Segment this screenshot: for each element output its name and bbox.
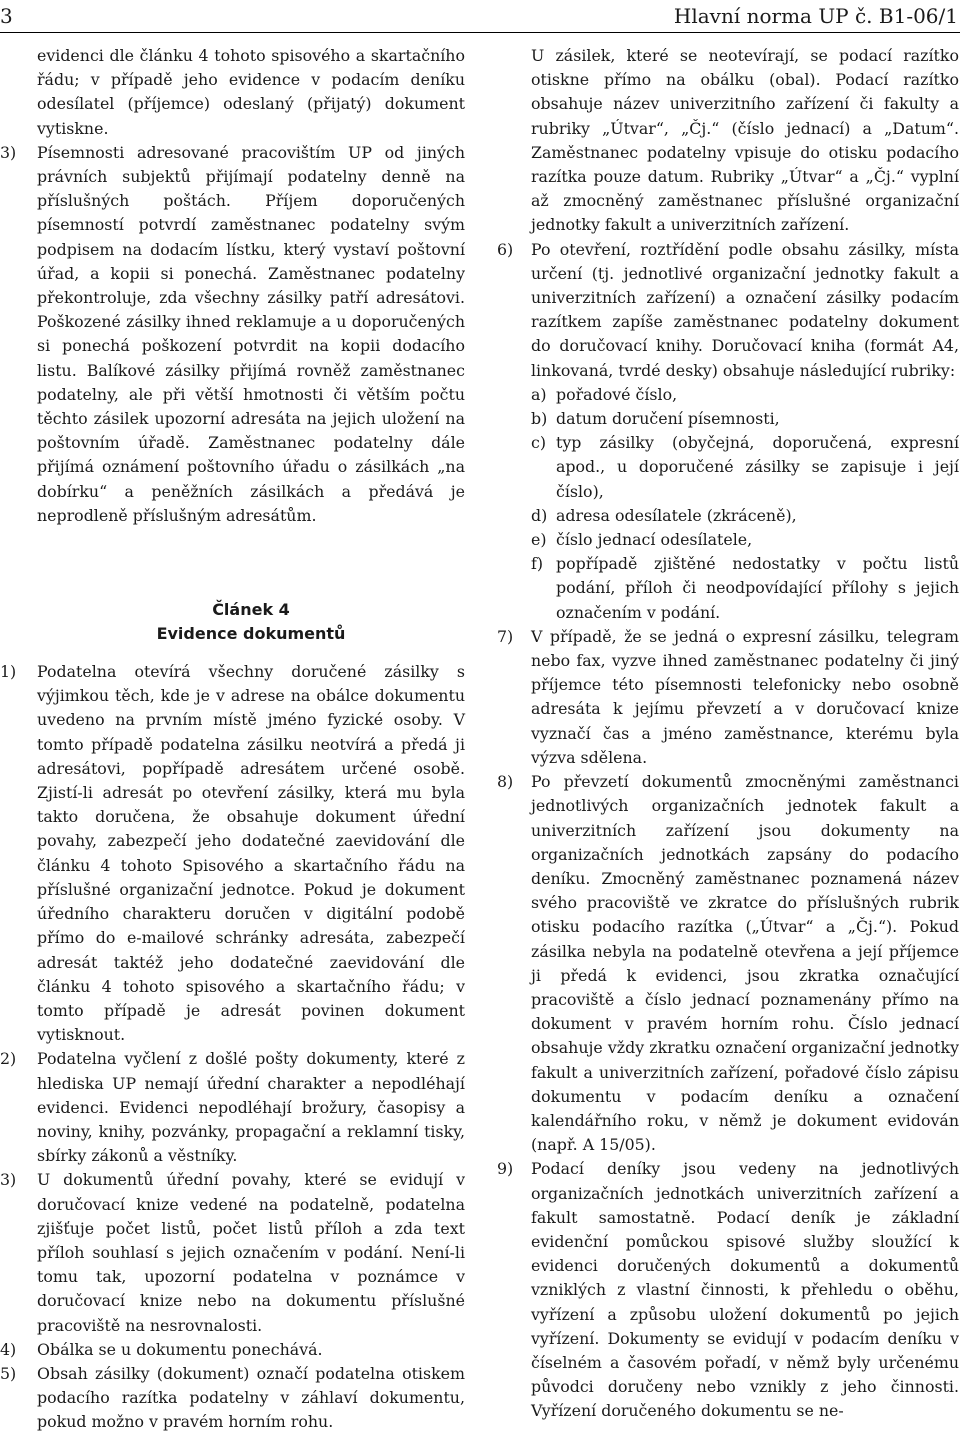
item-number: 6) xyxy=(497,239,514,259)
item-number: 3) xyxy=(0,142,17,162)
right-column xyxy=(497,44,959,1424)
rubric-text: číslo jednací odesílatele, xyxy=(556,530,753,550)
article-item-1 xyxy=(0,660,465,1047)
item-number: 9) xyxy=(497,1159,514,1179)
article-item-9 xyxy=(497,1157,959,1423)
item-text: Obálka se u dokumentu ponechává. xyxy=(37,1339,323,1359)
rubric-text: typ zásilky (obyčejná, doporučená, expresní apod., u doporučené zásilky se zapisuje i její číslo), xyxy=(556,433,959,501)
rubric-letter: e) xyxy=(531,530,547,550)
right-intro-paragraph: U zásilek, které se neotevírají, se podací razítko otiskne přímo na obálku (obal). Podací razítko obsahuje název univerzitního zařízení či fakulty a rubriky „Útvar“, „Čj.“ (číslo jednací) a „Datum“. Zaměstnanec podatelny vpisuje do otisku podacího razítka pouze datum. Rubriky „Útvar“ a „Čj.“ vyplní až zmocněný zaměstnanec příslušné organizační jednotky fakult a univerzitních zařízení. xyxy=(531,46,959,235)
article-subtitle: Evidence dokumentů xyxy=(156,624,346,644)
article-item-5 xyxy=(0,1362,465,1435)
article-item-6 xyxy=(497,238,959,625)
left-column xyxy=(0,44,465,1435)
article-item-3 xyxy=(0,1168,465,1337)
item-number: 7) xyxy=(497,626,514,646)
rubric-item xyxy=(531,431,959,504)
item-text: Podatelna otevírá všechny doručené zásilky s výjimkou těch, kde je v adrese na obálce dokumentu uvedeno na prvním místě jméno fyzické osoby. V tomto případě podatelna zásilku neotvírá a předá ji adresátovi, popřípadě adresátem určené osobě. Zjistí-li adresát po otevření zásilky, která mu byla takto doručena, že obsahuje dokument úřední povahy, zabezpečí jeho dodatečné zaevidování dle článku 4 tohoto Spisového a skartačního řádu na příslušné organizační jednotce. Pokud je dokument úředního charakteru doručen v digitální podobě přímo do e-mailové schránky adresáta, zabezpečí adresát taktéž jeho dodatečné zaevidování dle článku 4 tohoto spisového a skartačního řádu; v tomto případě je adresát povinen dokument vytisknout. xyxy=(37,662,465,1045)
article-item-7 xyxy=(497,625,959,770)
page-header xyxy=(0,4,960,33)
item-number: 1) xyxy=(0,662,17,682)
item-text: Po převzetí dokumentů zmocněnými zaměstnanci jednotlivých organizačních jednotek fakult a univerzitních zařízení jsou dokumenty na organizačních jednotkách zapsány do podacího deníku. Zmocněný zaměstnanec poznamená název svého pracoviště ve zkratce do příslušných rubrik otisku podacího razítka („Útvar“ a „Čj.“). Pokud zásilka nebyla na podatelně otevřena a její příjemce ji předá k evidenci, jsou zkratka označující pracoviště a číslo jednací poznamenány přímo na dokument v pravém horním rohu. Číslo jednací obsahuje vždy zkratku označení organizační jednotky fakult a univerzitních zařízení, pořadové číslo zápisu dokumentu v podacím deníku a označení kalendářního roku, v němž je dokument evidován (např. A 15/05). xyxy=(531,772,959,1155)
rubric-list xyxy=(531,383,959,625)
rubric-item xyxy=(531,552,959,625)
item-text: Podatelna vyčlení z došlé pošty dokumenty, které z hlediska UP nemají úřední charakter a nepodléhají evidenci. Evidenci nepodléhají brožury, časopisy a noviny, knihy, pozvánky, propagační a reklamní tisky, sbírky zákonů a věstníky. xyxy=(37,1049,465,1166)
rubric-letter: d) xyxy=(531,505,548,525)
rubric-letter: c) xyxy=(531,433,547,453)
rubric-text: pořadové číslo, xyxy=(556,384,678,404)
rubric-item xyxy=(531,504,959,528)
rubric-letter: a) xyxy=(531,384,547,404)
norm-title: Hlavní norma UP č. B1-06/1 xyxy=(673,4,958,28)
rubric-text: datum doručení písemnosti, xyxy=(556,409,780,429)
article-item-4 xyxy=(0,1338,465,1362)
rubric-item xyxy=(531,407,959,431)
item-text: Po otevření, roztřídění podle obsahu zásilky, místa určení (tj. jednotlivé organizační jednotky fakult a univerzitních zařízení) a označení zásilky podacím razítkem zapíše zaměstnanec podatelny dokument do doručovací knihy. Doručovací kniha (formát A4, linkovaná, tvrdé desky) obsahuje následující rubriky: xyxy=(531,239,959,380)
rubric-text: adresa odesílatele (zkráceně), xyxy=(556,505,797,525)
item-text: V případě, že se jedná o expresní zásilku, telegram nebo fax, vyzve ihned zaměstnanec podatelny či jiný příjemce této písemnosti telefonicky nebo osobně adresáta k jejímu převzetí a v doručovací knize vyznačí čas a jméno zaměstnance, kterému byla výzva sdělena. xyxy=(531,626,959,767)
item-text: Obsah zásilky (dokument) označí podatelna otiskem podacího razítka podatelny v záhlaví dokumentu, pokud možno v pravém horním rohu. xyxy=(37,1363,465,1432)
item-number: 8) xyxy=(497,772,514,792)
article-title: Článek 4 xyxy=(212,600,290,620)
article-item-8 xyxy=(497,770,959,1157)
rubric-item xyxy=(531,383,959,407)
item-number: 3) xyxy=(0,1170,17,1190)
rubric-item xyxy=(531,528,959,552)
article-item-2 xyxy=(0,1047,465,1168)
item-number: 4) xyxy=(0,1339,17,1359)
item-text: Podací deníky jsou vedeny na jednotlivých organizačních jednotkách univerzitních zařízení a fakult samostatně. Podací deník je základní evidenční pomůckou spisové služby sloužící k evidenci doručených dokumentů a dokumentů vzniklých z vlastní činnosti, k přehledu o oběhu, vyřízení a způsobu uložení dokumentů po jejich vyřízení. Dokumenty se evidují v podacím deníku v číselném a časovém pořadí, v němž byly určenému původci doručeny nebo vznikly z jeho činnosti. Vyřízení doručeného dokumentu se ne- xyxy=(531,1159,959,1421)
rubric-letter: f) xyxy=(531,554,544,574)
rubric-letter: b) xyxy=(531,409,548,429)
item-text: Písemnosti adresované pracovištím UP od jiných právních subjektů přijímají podatelny denně na příslušných poštách. Příjem doporučených písemností potvrdí zaměstnanec podatelny svým podpisem na dodacím lístku, který vystaví poštovní úřad, a kopii si ponechá. Zaměstnanec podatelny překontroluje, zda všechny zásilky patří adresátovi. Poškozené zásilky ihned reklamuje a u doporučených si ponechá poškození potvrdit na kopii dodacího listu. Balíkové zásilky přijímá rovněž zaměstnanec podatelny, ale při větší hmotnosti či větším počtu těchto zásilek upozorní adresáta na jejich uložení na poštovním úřadě. Zaměstnanec podatelny dále přijímá oznámení poštovního úřadu o zásilkách „na dobírku“ a peněžních zásilkách a předává je neprodleně příslušným adresátům. xyxy=(37,142,465,525)
page-number: 3 xyxy=(0,4,13,28)
left-intro-paragraph: evidenci dle článku 4 tohoto spisového a skartačního řádu; v případě jeho evidence v podacím deníku odesílatel (příjemce) odeslaný (přijatý) dokument vytiskne. xyxy=(37,46,465,138)
item-number: 5) xyxy=(0,1363,17,1383)
left-item-3 xyxy=(0,141,465,528)
rubric-text: popřípadě zjištěné nedostatky v počtu listů podání, příloh či neodpovídající přílohy s jejich označením v podání. xyxy=(556,554,959,622)
article-heading xyxy=(37,598,465,646)
item-number: 2) xyxy=(0,1049,17,1069)
item-text: U dokumentů úřední povahy, které se evidují v doručovací knize vedené na podatelně, podatelna zjišťuje počet listů, počet listů příloh a zda text příloh souhlasí s jejich označením v podání. Není-li tomu tak, upozorní podatelna v poznámce v doručovací knize nebo na dokumentu příslušné pracoviště na nesrovnalosti. xyxy=(37,1170,465,1335)
